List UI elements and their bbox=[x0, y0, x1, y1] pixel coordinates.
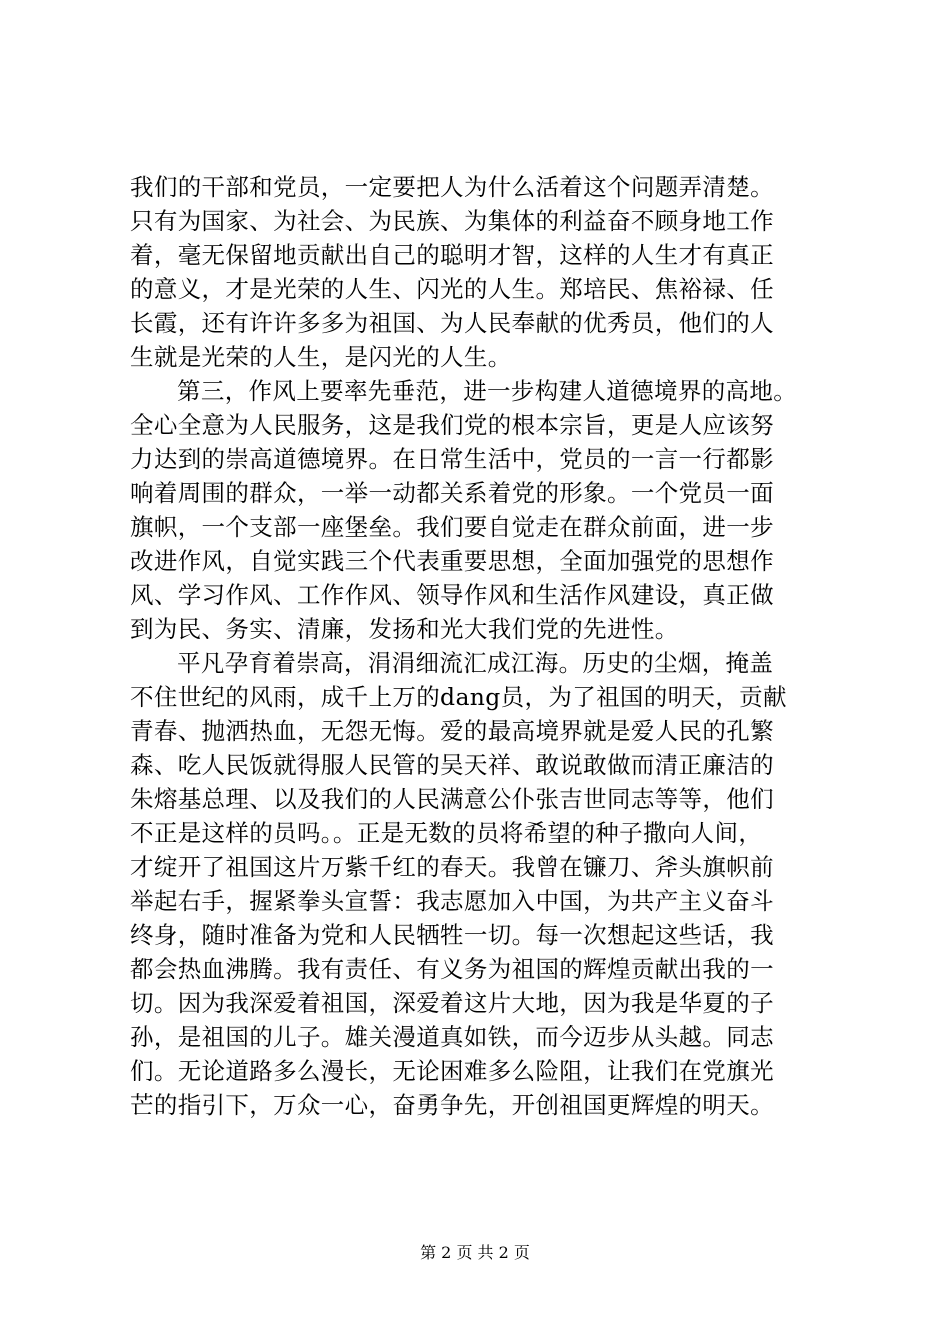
text-line: 青春、抛洒热血，无怨无悔。爱的最高境界就是爱人民的孔繁 bbox=[130, 717, 774, 745]
text-line: 全心全意为人民服务，这是我们党的根本宗旨，更是人应该努 bbox=[130, 411, 774, 439]
paragraph-start-line: 平凡孕育着崇高，涓涓细流汇成江海。历史的尘烟，掩盖 bbox=[177, 649, 774, 677]
text-line: 不正是这样的员吗。。正是无数的员将希望的种子撒向人间， bbox=[130, 819, 763, 847]
text-line: 生就是光荣的人生，是闪光的人生。 bbox=[130, 343, 512, 371]
text-line: 朱熔基总理、以及我们的人民满意公仆张吉世同志等等，他们 bbox=[130, 785, 774, 813]
text-line: 都会热血沸腾。我有责任、有义务为祖国的辉煌贡献出我的一 bbox=[130, 955, 774, 983]
text-line: 只有为国家、为社会、为民族、为集体的利益奋不顾身地工作 bbox=[130, 207, 774, 235]
text-line: 力达到的崇高道德境界。在日常生活中，党员的一言一行都影 bbox=[130, 445, 774, 473]
text-line: 长霞，还有许许多多为祖国、为人民奉献的优秀员，他们的人 bbox=[130, 309, 774, 337]
text-line: 我们的干部和党员，一定要把人为什么活着这个问题弄清楚。 bbox=[130, 173, 774, 201]
page-footer bbox=[0, 1243, 950, 1263]
body-text bbox=[130, 170, 835, 1122]
text-line: 切。因为我深爱着祖国，深爱着这片大地，因为我是华夏的子 bbox=[130, 989, 774, 1017]
text-line: 到为民、务实、清廉，发扬和光大我们党的先进性。 bbox=[130, 615, 679, 643]
text-line: 芒的指引下，万众一心，奋勇争先，开创祖国更辉煌的明天。 bbox=[130, 1091, 774, 1119]
paragraph-start-line: 第三，作风上要率先垂范，进一步构建人道德境界的高地。 bbox=[177, 377, 798, 405]
text-line: 的意义，才是光荣的人生、闪光的人生。郑培民、焦裕禄、任 bbox=[130, 275, 774, 303]
text-line: 着，毫无保留地贡献出自己的聪明才智，这样的人生才有真正 bbox=[130, 241, 774, 269]
text-line: 风、学习作风、工作作风、领导作风和生活作风建设，真正做 bbox=[130, 581, 774, 609]
text-line: 改进作风，自觉实践三个代表重要思想，全面加强党的思想作 bbox=[130, 547, 774, 575]
page-number-label: 第 2 页 共 2 页 bbox=[420, 1243, 530, 1262]
text-line: 终身，随时准备为党和人民牺牲一切。每一次想起这些话，我 bbox=[130, 921, 774, 949]
text-line: 孙，是祖国的儿子。雄关漫道真如铁，而今迈步从头越。同志 bbox=[130, 1023, 774, 1051]
text-line: 举起右手，握紧拳头宣誓：我志愿加入中国，为共产主义奋斗 bbox=[130, 887, 774, 915]
text-line: 不住世纪的风雨，成千上万的dang员，为了祖国的明天，贡献 bbox=[130, 683, 787, 711]
text-line: 响着周围的群众，一举一动都关系着党的形象。一个党员一面 bbox=[130, 479, 774, 507]
text-line: 们。无论道路多么漫长，无论困难多么险阻，让我们在党旗光 bbox=[130, 1057, 774, 1085]
text-line: 旗帜，一个支部一座堡垒。我们要自觉走在群众前面，进一步 bbox=[130, 513, 774, 541]
text-line: 森、吃人民饭就得服人民管的吴天祥、敢说敢做而清正廉洁的 bbox=[130, 751, 774, 779]
text-line: 才绽开了祖国这片万紫千红的春天。我曾在镰刀、斧头旗帜前 bbox=[130, 853, 774, 881]
